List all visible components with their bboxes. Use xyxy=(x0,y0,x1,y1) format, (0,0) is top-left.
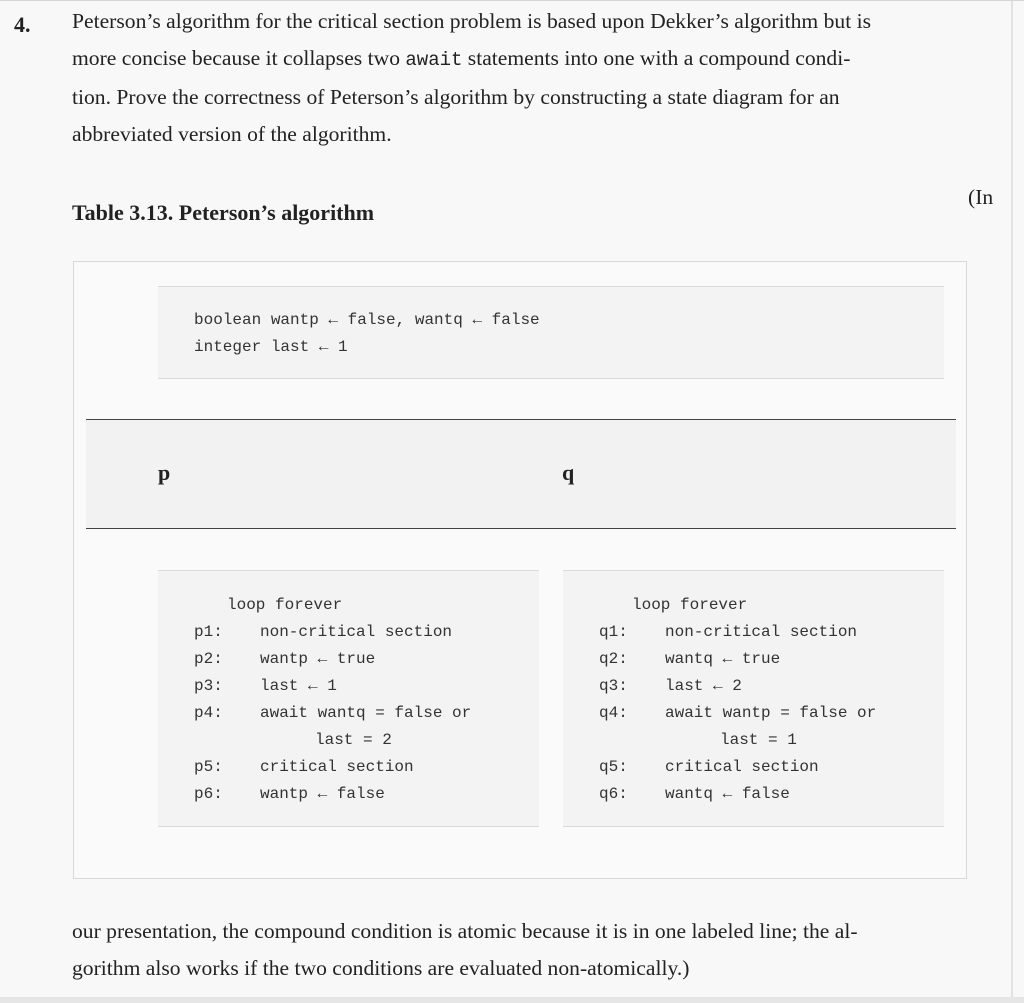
p-line-label: p4: xyxy=(194,704,223,722)
process-q-header: q xyxy=(562,460,575,485)
p-line-label: p6: xyxy=(194,785,223,803)
question-line-4: abbreviated version of the algorithm. xyxy=(72,122,392,146)
q-line-stmt: critical section xyxy=(665,758,819,776)
p-line-stmt: last ← 1 xyxy=(260,677,337,695)
process-p-header: p xyxy=(158,460,171,485)
q-line-stmt: wantq ← true xyxy=(665,650,781,668)
q-line-stmt: non-critical section xyxy=(665,623,858,641)
question-line-1: Peterson’s algorithm for the critical section problem is based upon Dekker’s algorithm but is xyxy=(72,9,871,33)
q-line-stmt: last ← 2 xyxy=(665,677,742,695)
p-line-label: p3: xyxy=(194,677,223,695)
p-line-stmt: wantp ← false xyxy=(260,785,385,803)
p-line-stmt: await wantq = false or xyxy=(260,704,472,722)
question-line-2-end: statements into one with a compound condi- xyxy=(462,46,851,70)
process-p-code xyxy=(158,570,539,827)
inline-code-await: await xyxy=(405,49,463,71)
q-line-stmt: await wantp = false or xyxy=(665,704,877,722)
question-line-2 xyxy=(72,40,1012,79)
q-loop-forever: loop forever xyxy=(632,596,748,614)
declaration-line-2: integer last ← 1 xyxy=(194,338,348,356)
declaration-line-1: boolean wantp ← false, wantq ← false xyxy=(194,311,540,329)
p-line-stmt: non-critical section xyxy=(260,623,453,641)
question-text xyxy=(72,3,1012,153)
footer-text xyxy=(72,913,1002,987)
p-line-stmt: critical section xyxy=(260,758,414,776)
process-header-row xyxy=(86,419,956,529)
question-line-3: tion. Prove the correctness of Peterson’s algorithm by constructing a state diagram for an xyxy=(72,85,840,109)
question-line-2-start: more concise because it collapses two xyxy=(72,46,406,70)
q-line-label: q2: xyxy=(599,650,628,668)
q-line-label: q1: xyxy=(599,623,628,641)
q-line-label: q4: xyxy=(599,704,628,722)
q-line-stmt: wantq ← false xyxy=(665,785,790,803)
p-line-continuation: last = 2 xyxy=(315,731,392,749)
question-number: 4. xyxy=(14,12,31,37)
footer-line-1: our presentation, the compound condition is atomic because it is in one labeled line; the al- xyxy=(72,919,858,943)
p-loop-forever: loop forever xyxy=(227,596,343,614)
side-note: (In xyxy=(968,185,994,209)
q-line-label: q3: xyxy=(599,677,628,695)
process-q-code xyxy=(563,570,944,827)
page-bottom-band xyxy=(0,997,1024,1003)
q-line-label: q5: xyxy=(599,758,628,776)
footer-line-2: gorithm also works if the two conditions are evaluated non-atomically.) xyxy=(72,956,690,980)
p-line-label: p5: xyxy=(194,758,223,776)
table-title: Table 3.13. Peterson’s algorithm xyxy=(72,200,375,225)
q-line-continuation: last = 1 xyxy=(720,731,797,749)
p-line-stmt: wantp ← true xyxy=(260,650,376,668)
p-line-label: p2: xyxy=(194,650,223,668)
declarations-block xyxy=(158,286,944,379)
p-line-label: p1: xyxy=(194,623,223,641)
q-line-label: q6: xyxy=(599,785,628,803)
